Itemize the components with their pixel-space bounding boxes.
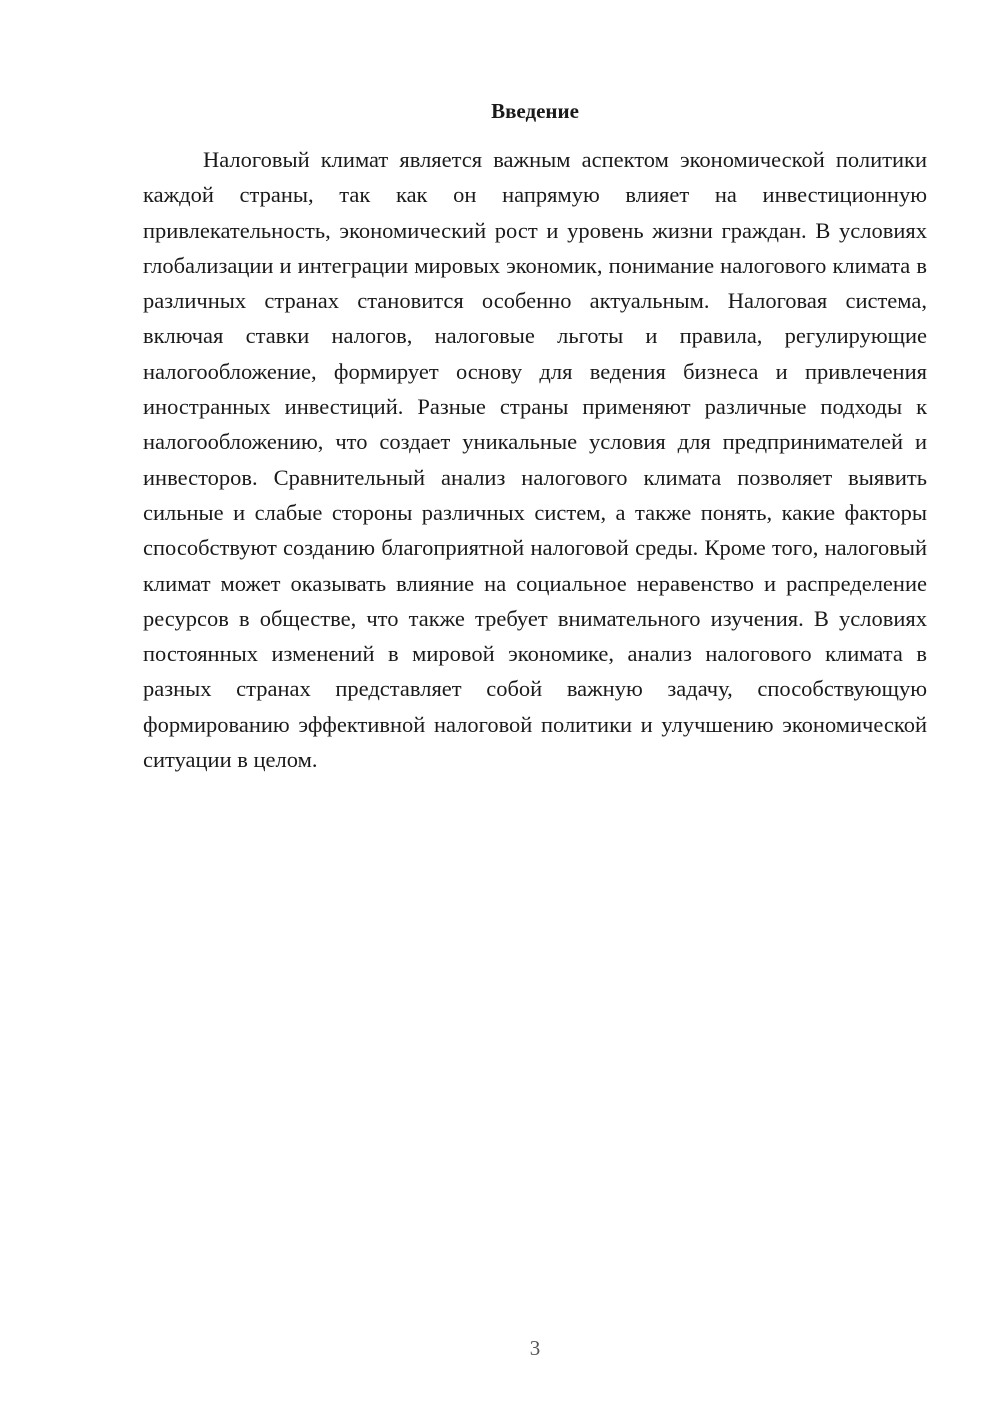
page-number: 3 [529, 1336, 541, 1360]
section-heading: Введение [491, 99, 579, 123]
body-paragraph: Налоговый климат является важным аспектом экономической политики каждой страны, так как он напрямую влияет на инвестиционную привлекательность, экономический рост и уровень жизни граждан. В условиях глобализации и интеграции мировых экономик, понимание налогового климата в различных странах становится особенно актуальным. Налоговая система, включая ставки налогов, налоговые льготы и правила, регулирующие налогообложение, формирует основу для ведения бизнеса и привлечения иностранных инвестиций. Разные страны применяют различные подходы к налогообложению, что создает уникальные условия для предпринимателей и инвесторов. Сравнительный анализ налогового климата позволяет выявить сильные и слабые стороны различных систем, а также понять, какие факторы способствуют созданию благоприятной налоговой среды. Кроме того, налоговый климат может оказывать влияние на социальное неравенство и распределение ресурсов в обществе, что также требует внимательного изучения. В условиях постоянных изменений в мировой экономике, анализ налогового климата в разных странах представляет собой важную задачу, способствующую формированию эффективной налоговой политики и улучшению экономической ситуации в целом. [143, 147, 927, 773]
